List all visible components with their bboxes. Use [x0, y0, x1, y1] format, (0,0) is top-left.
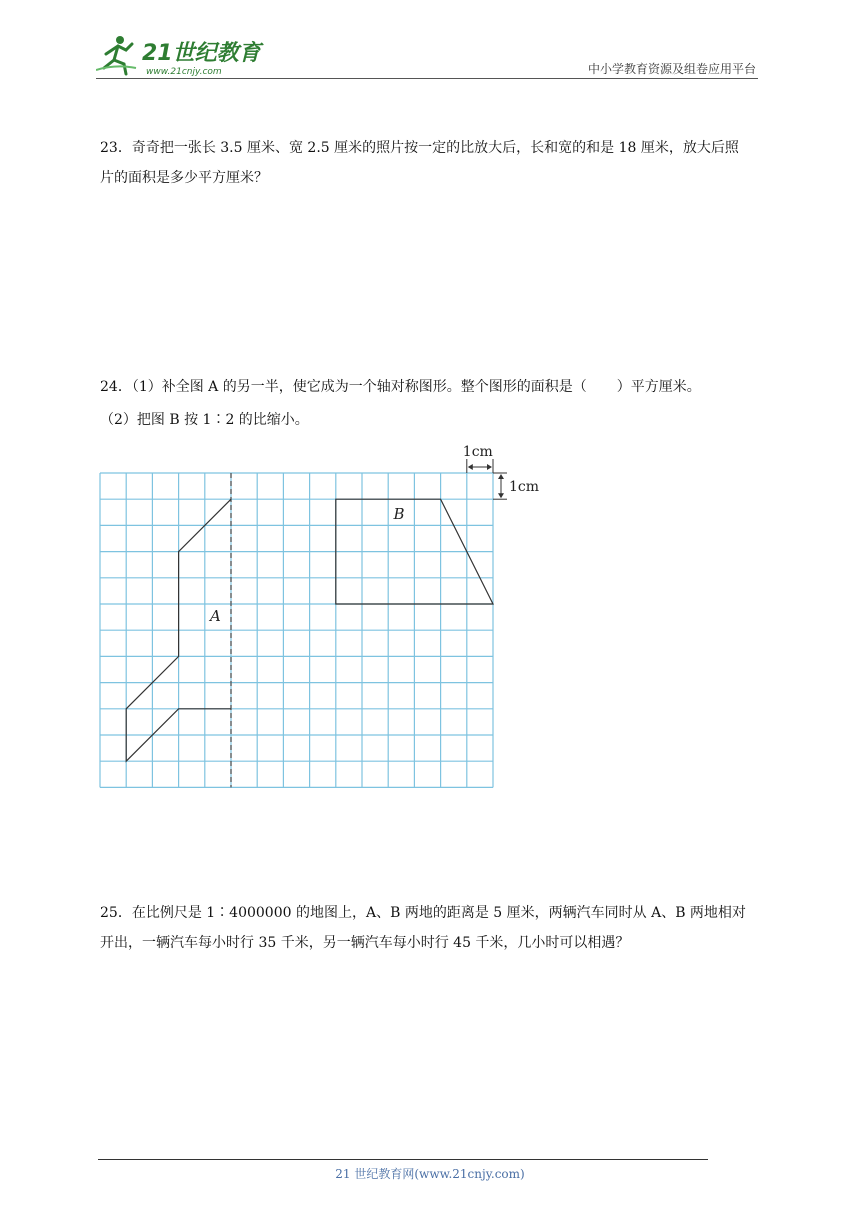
question-25: [100, 898, 780, 958]
site-name: 中小学教育资源及组卷应用平台: [587, 62, 756, 76]
label-a: A: [210, 607, 221, 626]
grid-figure: [98, 440, 548, 800]
question-24-part1: [100, 372, 780, 402]
question-24-part1-suffix: ）平方厘米。: [616, 379, 701, 395]
footer-divider: [98, 1159, 708, 1160]
question-25-line2: 开出，一辆汽车每小时行 35 千米，另一辆汽车每小时行 45 千米，几小时可以相遇？: [100, 935, 630, 951]
question-25-line1: 25．在比例尺是 1∶4000000 的地图上，A、B 两地的距离是 5 厘米，两辆汽车同时从 A、B 两地相对: [100, 905, 746, 921]
question-23-line1: 23．奇奇把一张长 3.5 厘米、宽 2.5 厘米的照片按一定的比放大后，长和宽的和是 18 厘米，放大后照: [100, 140, 739, 156]
logo-text: 21世纪教育: [142, 41, 261, 66]
unit-label-v: 1cm: [509, 479, 540, 495]
unit-label-h: 1cm: [462, 444, 493, 460]
header-divider: [96, 78, 758, 79]
site-logo: [96, 34, 266, 78]
footer-text: 21 世纪教育网(www.21cnjy.com): [335, 1167, 525, 1181]
question-23: [100, 133, 780, 193]
question-24-part1-text: 24．（1）补全图 A 的另一半，使它成为一个轴对称图形。整个图形的面积是（: [100, 379, 587, 395]
runner-icon: [96, 36, 136, 74]
label-b: B: [393, 504, 405, 523]
question-23-line2: 片的面积是多少平方厘米？: [100, 170, 268, 186]
logo-url: www.21cnjy.com: [146, 67, 222, 77]
question-24-part2: （2）把图 B 按 1∶2 的比缩小。: [100, 412, 309, 428]
